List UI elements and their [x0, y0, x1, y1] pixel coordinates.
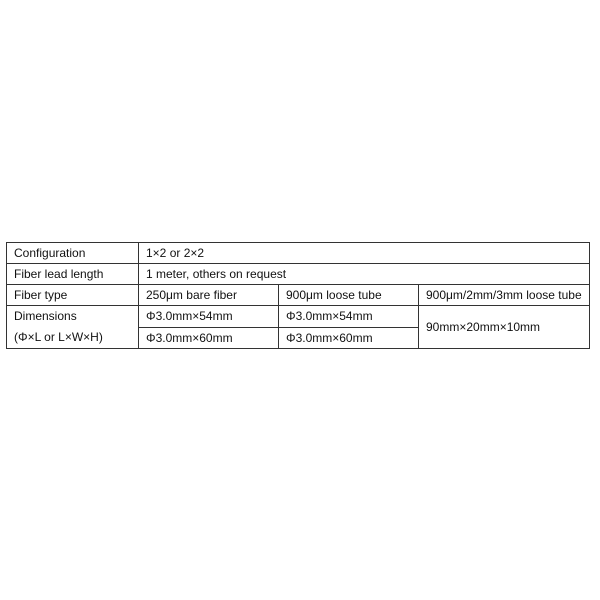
row-dimensions-1 — [7, 306, 590, 328]
row-fiber-type — [7, 285, 590, 306]
row-configuration — [7, 243, 590, 264]
configuration-value: 1×2 or 2×2 — [139, 243, 590, 264]
fiber-type-loose-900: 900μm loose tube — [279, 285, 419, 306]
dimensions-label-line2: (Φ×L or L×W×H) — [14, 330, 103, 344]
fiber-type-label: Fiber type — [7, 285, 139, 306]
dimensions-label-line1: Dimensions — [14, 309, 77, 323]
fiber-lead-length-label: Fiber lead length — [7, 264, 139, 285]
dim-loose900-54: Φ3.0mm×54mm — [279, 306, 419, 328]
configuration-label: Configuration — [7, 243, 139, 264]
dim-loose-multi: 90mm×20mm×10mm — [419, 306, 590, 349]
dimensions-label — [7, 306, 139, 349]
fiber-type-loose-multi: 900μm/2mm/3mm loose tube — [419, 285, 590, 306]
fiber-type-bare: 250μm bare fiber — [139, 285, 279, 306]
fiber-lead-length-value: 1 meter, others on request — [139, 264, 590, 285]
dim-bare-54: Φ3.0mm×54mm — [139, 306, 279, 328]
spec-table — [6, 242, 590, 349]
row-fiber-lead-length — [7, 264, 590, 285]
dim-bare-60: Φ3.0mm×60mm — [139, 327, 279, 349]
dim-loose900-60: Φ3.0mm×60mm — [279, 327, 419, 349]
